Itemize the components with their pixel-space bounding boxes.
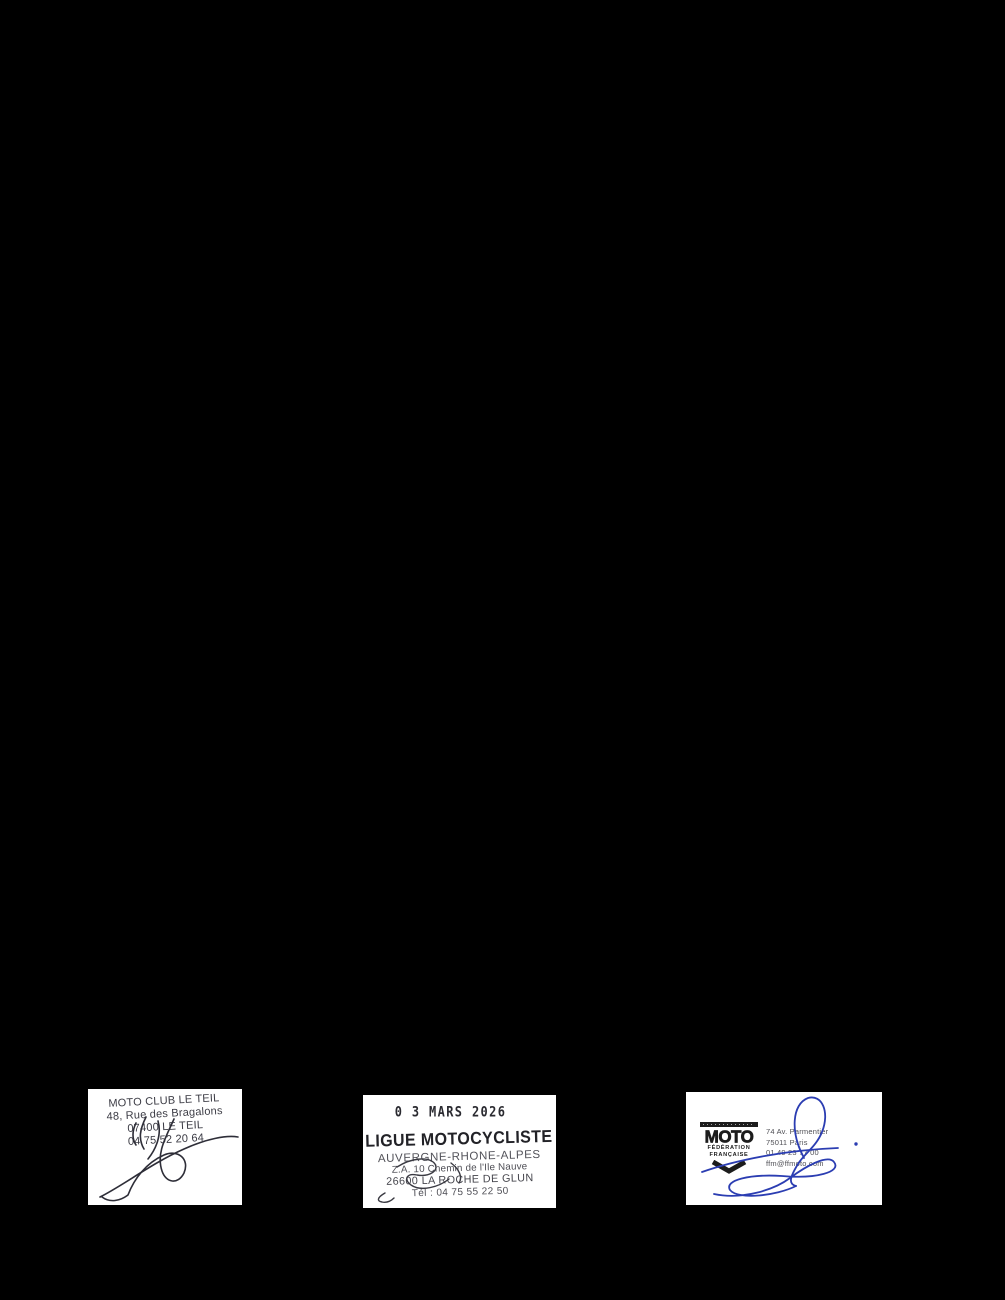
- ffm-address-line: 74 Av. Parmentier: [766, 1127, 829, 1136]
- ffm-address-line: 75011 Paris: [766, 1137, 808, 1147]
- ligue-motocycliste-stamp: [363, 1095, 556, 1208]
- ffm-address-line: ffm@ffmoto.com: [766, 1158, 824, 1168]
- handwritten-signature-icon: [88, 1089, 242, 1205]
- logo-subtitle: FRANÇAISE: [709, 1151, 749, 1158]
- blue-handwritten-signature-icon: [686, 1092, 882, 1205]
- ffm-stamp: [686, 1092, 882, 1205]
- stamp-line: 07400 LE TEIL: [127, 1119, 204, 1135]
- pen-scribble-icon: [363, 1095, 556, 1208]
- ffm-address-line: 01 49 23 77 00: [766, 1148, 819, 1157]
- ligue-city: 26600 LA ROCHE DE GLUN: [386, 1172, 534, 1188]
- stamp-line: 04 75 52 20 64: [127, 1131, 205, 1148]
- ligue-region: AUVERGNE-RHONE-ALPES: [377, 1148, 541, 1166]
- stamp-line: 48, Rue des Bragalons: [106, 1104, 223, 1124]
- logo-word: MOTO: [704, 1126, 754, 1147]
- logo-subtitle: FÉDÉRATION: [707, 1145, 751, 1151]
- ligue-phone: Tél : 04 75 55 22 50: [411, 1185, 509, 1200]
- stamp-line: MOTO CLUB LE TEIL: [108, 1092, 220, 1110]
- date-stamp: 0 3 MARS 2026: [394, 1104, 507, 1121]
- moto-club-stamp: [88, 1089, 242, 1205]
- ligue-street: Z.A. 10 Chemin de l'Ile Nauve: [391, 1161, 528, 1176]
- ligue-title: LIGUE MOTOCYCLISTE: [364, 1127, 553, 1152]
